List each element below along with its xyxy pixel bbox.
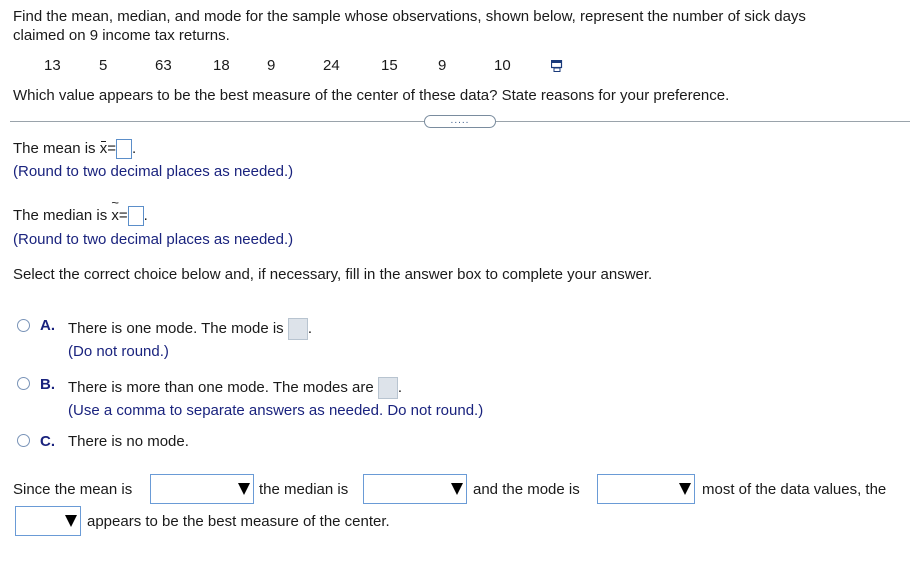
mean-dropdown[interactable] [150,474,254,504]
choice-b-radio[interactable] [17,377,30,390]
choice-a-text: There is one mode. The mode is [68,319,284,337]
median-prefix: The median is [13,206,112,224]
dropdown-arrow-icon [238,483,250,495]
data-value: 5 [99,57,108,74]
choice-b-answer-box[interactable] [378,377,398,399]
median-answer-box[interactable] [128,206,144,226]
data-value: 9 [438,57,447,74]
choice-c-letter: C. [40,433,55,450]
median-hint: (Round to two decimal places as needed.) [13,231,294,248]
choice-b-row [68,377,402,399]
data-value: 63 [155,57,172,74]
sub-question: Which value appears to be the best measure of the center of these data? State reasons for your preference. [13,87,730,104]
mean-hint: (Round to two decimal places as needed.) [13,163,294,180]
conclusion-part-1: Since the mean is [13,481,133,498]
choice-a-row [68,318,312,340]
conclusion-part-5: appears to be the best measure of the center. [87,513,390,530]
median-period: . [143,206,148,224]
choice-b-text: There is more than one mode. The modes are [68,378,374,396]
choice-b-letter: B. [40,376,55,393]
conclusion-part-2: the median is [259,481,349,498]
mean-period: . [131,139,137,157]
expand-handle[interactable]: ..... [424,115,496,128]
choice-b-period: . [397,378,403,396]
median-row [13,194,148,226]
data-value: 13 [44,57,61,74]
best-measure-dropdown[interactable] [15,506,81,536]
conclusion-part-4: most of the data values, the [702,481,887,498]
question-line-1: Find the mean, median, and mode for the sample whose observations, shown below, represent the number of sick days [13,8,806,25]
choice-a-answer-box[interactable] [288,318,308,340]
choice-b-hint: (Use a comma to separate answers as needed. Do not round.) [68,402,484,419]
data-value: 10 [494,57,511,74]
median-equals: = [118,206,128,224]
mode-dropdown[interactable] [597,474,695,504]
data-value: 9 [267,57,276,74]
data-value: 15 [381,57,398,74]
choice-c-radio[interactable] [17,434,30,447]
dropdown-arrow-icon [65,515,77,527]
dropdown-arrow-icon [451,483,463,495]
mean-equals: = [107,139,116,157]
choice-a-radio[interactable] [17,319,30,332]
mean-prefix: The mean is [13,139,100,157]
dropdown-arrow-icon [679,483,691,495]
mean-answer-box[interactable] [116,139,132,159]
choice-c-text: There is no mode. [68,433,189,450]
copy-data-icon[interactable] [551,60,563,72]
question-line-2: claimed on 9 income tax returns. [13,27,230,44]
choice-prompt: Select the correct choice below and, if necessary, fill in the answer box to complete your answer. [13,266,653,283]
choice-a-hint: (Do not round.) [68,343,169,360]
x-tilde-symbol: ~ x [111,194,119,224]
data-value: 18 [213,57,230,74]
median-dropdown[interactable] [363,474,467,504]
choice-a-letter: A. [40,317,55,334]
data-value: 24 [323,57,340,74]
x-bar-symbol: x [99,139,108,157]
choice-a-period: . [307,319,313,337]
conclusion-part-3: and the mode is [473,481,580,498]
mean-row [13,139,136,159]
